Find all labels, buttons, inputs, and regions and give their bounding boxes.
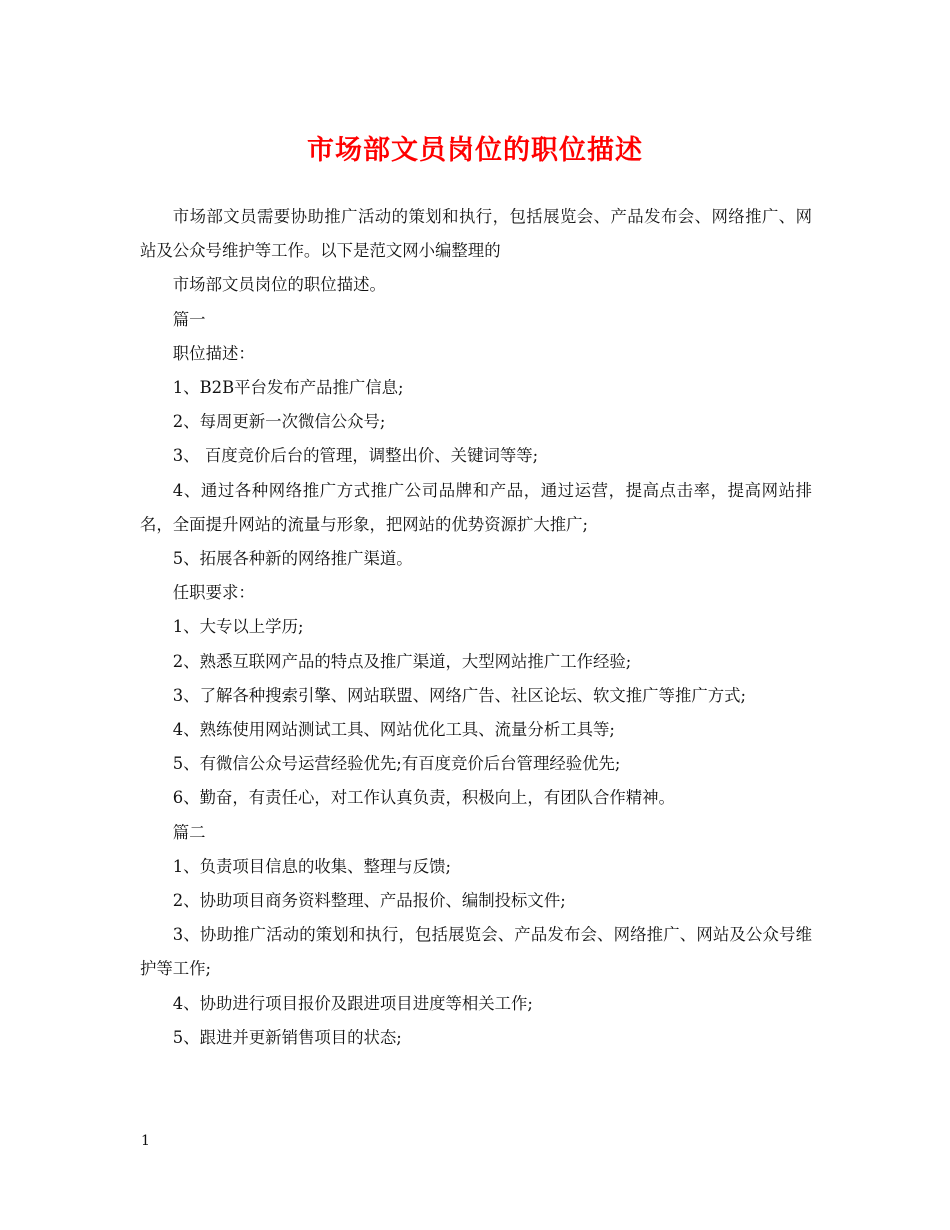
paragraph-intro: 市场部文员需要协助推广活动的策划和执行，包括展览会、产品发布会、网络推广、网站及公众号维护等工作。以下是范文网小编整理的 bbox=[140, 207, 812, 261]
list-item: 4、协助进行项目报价及跟进项目进度等相关工作; bbox=[172, 993, 533, 1013]
paragraph-intro-cont: 市场部文员岗位的职位描述。 bbox=[172, 275, 386, 295]
subheading-requirements: 任职要求： bbox=[172, 583, 255, 603]
list-item: 2、协助项目商务资料整理、产品报价、编制投标文件; bbox=[172, 891, 566, 911]
list-item: 4、通过各种网络推广方式推广公司品牌和产品，通过运营，提高点击率，提高网站排名，全面提升网站的流量与形象，把网站的优势资源扩大推广; bbox=[140, 480, 812, 534]
list-item: 3、协助推广活动的策划和执行，包括展览会、产品发布会、网络推广、网站及公众号维护等工作; bbox=[140, 925, 812, 979]
subheading-job-description: 职位描述： bbox=[172, 343, 255, 363]
document-body bbox=[140, 200, 812, 1055]
list-item: 3、了解各种搜索引擎、网站联盟、网络广告、社区论坛、软文推广等推广方式; bbox=[172, 685, 747, 705]
list-item: 6、勤奋，有责任心，对工作认真负责，积极向上，有团队合作精神。 bbox=[172, 788, 675, 808]
section-heading-2: 篇二 bbox=[172, 822, 206, 842]
list-item: 1、B2B平台发布产品推广信息; bbox=[172, 378, 404, 398]
list-item: 5、有微信公众号运营经验优先;有百度竞价后台管理经验优先; bbox=[172, 754, 621, 774]
list-item: 4、熟练使用网站测试工具、网站优化工具、流量分析工具等; bbox=[172, 720, 615, 740]
list-item: 5、拓展各种新的网络推广渠道。 bbox=[172, 549, 413, 569]
list-item: 1、负责项目信息的收集、整理与反馈; bbox=[172, 856, 451, 876]
section-heading-1: 篇一 bbox=[172, 309, 206, 329]
list-item: 1、大专以上学历; bbox=[172, 617, 304, 637]
document-title: 市场部文员岗位的职位描述 bbox=[307, 135, 643, 166]
list-item: 2、熟悉互联网产品的特点及推广渠道，大型网站推广工作经验; bbox=[172, 651, 632, 671]
page-number: 1 bbox=[141, 1133, 150, 1149]
list-item: 2、每周更新一次微信公众号; bbox=[172, 412, 386, 432]
list-item: 5、跟进并更新销售项目的状态; bbox=[172, 1027, 402, 1047]
list-item: 3、 百度竞价后台的管理，调整出价、关键词等等; bbox=[172, 446, 539, 466]
